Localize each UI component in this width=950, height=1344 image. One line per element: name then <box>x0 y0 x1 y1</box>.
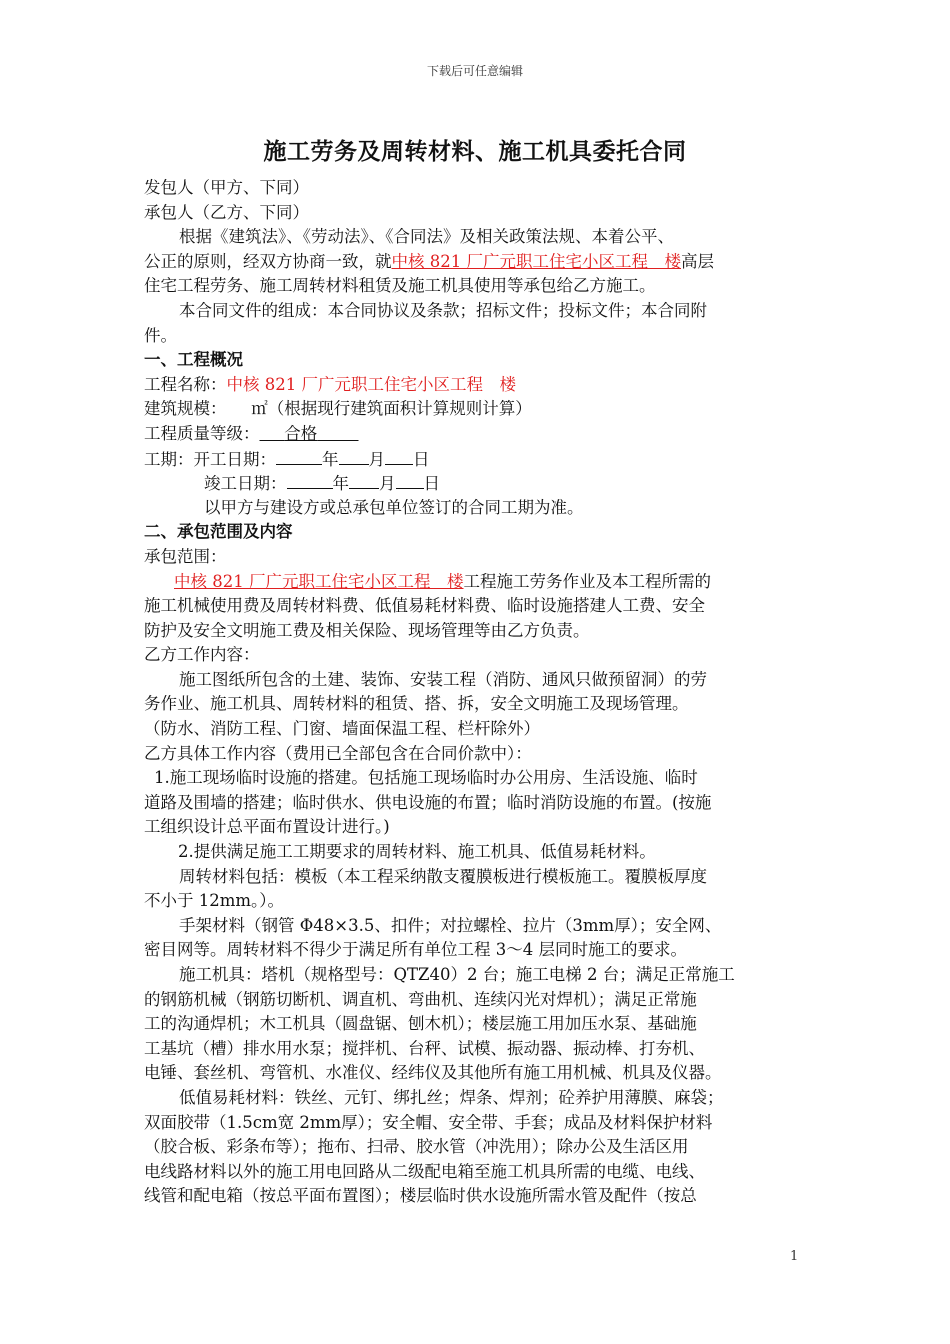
scaffold-line-2: 密目网等。周转材料不得少于满足所有单位工程 3～4 层同时施工的要求。 <box>144 940 687 960</box>
composition-line-1: 本合同文件的组成：本合同协议及条款；招标文件；投标文件；本合同附 <box>179 300 707 320</box>
intro-text: 高层 <box>680 251 714 271</box>
project-name-label: 工程名称： <box>144 374 227 394</box>
start-date-line <box>144 447 810 472</box>
scope-text: 工程施工劳务作业及本工程所需的 <box>463 571 711 591</box>
party-b-line: 承包人（乙方、下同） <box>144 202 309 222</box>
machine-line-3: 工的沟通焊机；木工机具（圆盘锯、刨木机）；楼层施工用加压水泵、基础施 <box>144 1014 697 1034</box>
intro-line-1: 根据《建筑法》、《劳动法》、《合同法》及相关政策法规、本着公平、 <box>179 227 674 247</box>
start-date-label: 工期：开工日期： <box>144 449 276 469</box>
work-line-2: 务作业、施工机具、周转材料的租赁、搭、拆，安全文明施工及现场管理。 <box>144 694 689 714</box>
scope-line-1 <box>144 570 810 595</box>
header-note: 下载后可任意编辑 <box>426 64 523 78</box>
work-label: 乙方工作内容： <box>144 645 260 665</box>
project-name-line <box>144 373 810 398</box>
project-name-value: 中核 821 厂广元职工住宅小区工程 楼 <box>226 374 516 394</box>
document-body <box>144 176 810 1209</box>
item-1-line-1: 1.施工现场临时设施的搭建。包括施工现场临时办公用房、生活设施、临时 <box>154 768 698 788</box>
consumables-line-4: 电线路材料以外的施工用电回路从二级配电箱至施工机具所需的电缆、电线、 <box>144 1161 705 1181</box>
month-blank <box>349 471 379 489</box>
quality-value-text: 合格 <box>284 423 318 443</box>
page-number: 1 <box>790 1249 799 1264</box>
year-label: 年 <box>322 449 339 469</box>
composition-line-2: 件。 <box>144 325 177 345</box>
item-1-line-3: 工组织设计总平面布置设计进行。) <box>144 817 390 837</box>
consumables-line-3: （胶合板、彩条布等）；拖布、扫帚、胶水管（冲洗用）；除办公及生活区用 <box>144 1137 689 1157</box>
work-line-3: （防水、消防工程、门窗、墙面保温工程、栏杆除外） <box>144 719 540 739</box>
machine-line-5: 电锤、套丝机、弯管机、水准仪、经纬仪及其他所有施工用机械、机具及仪器。 <box>144 1063 722 1083</box>
day-blank <box>396 471 424 489</box>
day-label: 日 <box>413 449 430 469</box>
machine-line-4: 工基坑（槽）排水用水泵；搅拌机、台秤、试模、振动器、振动棒、打夯机、 <box>144 1038 705 1058</box>
consumables-line-2: 双面胶带（1.5cm宽 2mm厚）；安全帽、安全带、手套；成品及材料保护材料 <box>144 1112 713 1132</box>
turnover-line-2: 不小于 12mm。）。 <box>144 891 285 911</box>
year-blank <box>276 447 322 465</box>
quality-line <box>144 422 810 447</box>
year-label: 年 <box>332 474 349 494</box>
item-2-line: 2.提供满足施工工期要求的周转材料、施工机具、低值易耗材料。 <box>178 842 656 862</box>
machine-line-1: 施工机具：塔机（规格型号：QTZ40）2 台；施工电梯 2 台；满足正常施工 <box>179 965 735 984</box>
day-blank <box>385 447 413 465</box>
month-label: 月 <box>379 474 396 494</box>
item-1-line-2: 道路及围墙的搭建；临时供水、供电设施的布置；临时消防设施的布置。(按施 <box>144 792 712 812</box>
section-1-heading: 一、工程概况 <box>144 350 243 370</box>
scope-label: 承包范围： <box>144 546 227 566</box>
scope-line-3: 防护及安全文明施工费及相关保险、现场管理等由乙方负责。 <box>144 620 590 640</box>
intro-line-3: 住宅工程劳务、施工周转材料租赁及施工机具使用等承包给乙方施工。 <box>144 276 656 296</box>
intro-line-2 <box>144 250 810 275</box>
consumables-line-1: 低值易耗材料：铁丝、元钉、绑扎丝；焊条、焊剂；砼养护用薄膜、麻袋； <box>179 1087 724 1107</box>
period-note-line: 以甲方与建设方或总承包单位签订的合同工期为准。 <box>204 497 584 517</box>
detail-label: 乙方具体工作内容（费用已全部包含在合同价款中）： <box>144 743 532 763</box>
section-2-heading: 二、承包范围及内容 <box>144 522 293 542</box>
finish-date-label: 竣工日期： <box>204 474 287 494</box>
scaffold-line-1: 手架材料（钢管 Φ48×3.5、扣件；对拉螺栓、拉片（3mm厚）；安全网、 <box>179 915 722 935</box>
quality-label: 工程质量等级： <box>144 423 260 443</box>
scope-line-2: 施工机械使用费及周转材料费、低值易耗材料费、临时设施搭建人工费、安全 <box>144 596 705 616</box>
consumables-line-5: 线管和配电箱（按总平面布置图）；楼层临时供水设施所需水管及配件（按总 <box>144 1186 697 1206</box>
scope-project-red: 中核 821 厂广元职工住宅小区工程 楼 <box>174 571 464 591</box>
project-name-red: 中核 821 厂广元职工住宅小区工程 楼 <box>391 251 681 271</box>
intro-text: 公正的原则，经双方协商一致，就 <box>144 251 392 271</box>
party-a-line: 发包人（甲方、下同） <box>144 178 309 197</box>
work-line-1: 施工图纸所包含的土建、装饰、安装工程（消防、通风只做预留洞）的劳 <box>179 669 707 689</box>
finish-date-line <box>144 471 810 496</box>
machine-line-2: 的钢筋机械（钢筋切断机、调直机、弯曲机、连续闪光对焊机）；满足正常施 <box>144 989 697 1009</box>
quality-value <box>260 424 359 443</box>
turnover-line-1: 周转材料包括：模板（本工程采纳散支覆膜板进行模板施工。覆膜板厚度 <box>179 866 707 886</box>
month-blank <box>339 447 369 465</box>
building-scale-line: 建筑规模： ㎡（根据现行建筑面积计算规则计算） <box>144 399 532 419</box>
day-label: 日 <box>423 474 440 494</box>
document-title: 施工劳务及周转材料、施工机具委托合同 <box>263 138 687 165</box>
month-label: 月 <box>368 449 385 469</box>
year-blank <box>287 471 333 489</box>
